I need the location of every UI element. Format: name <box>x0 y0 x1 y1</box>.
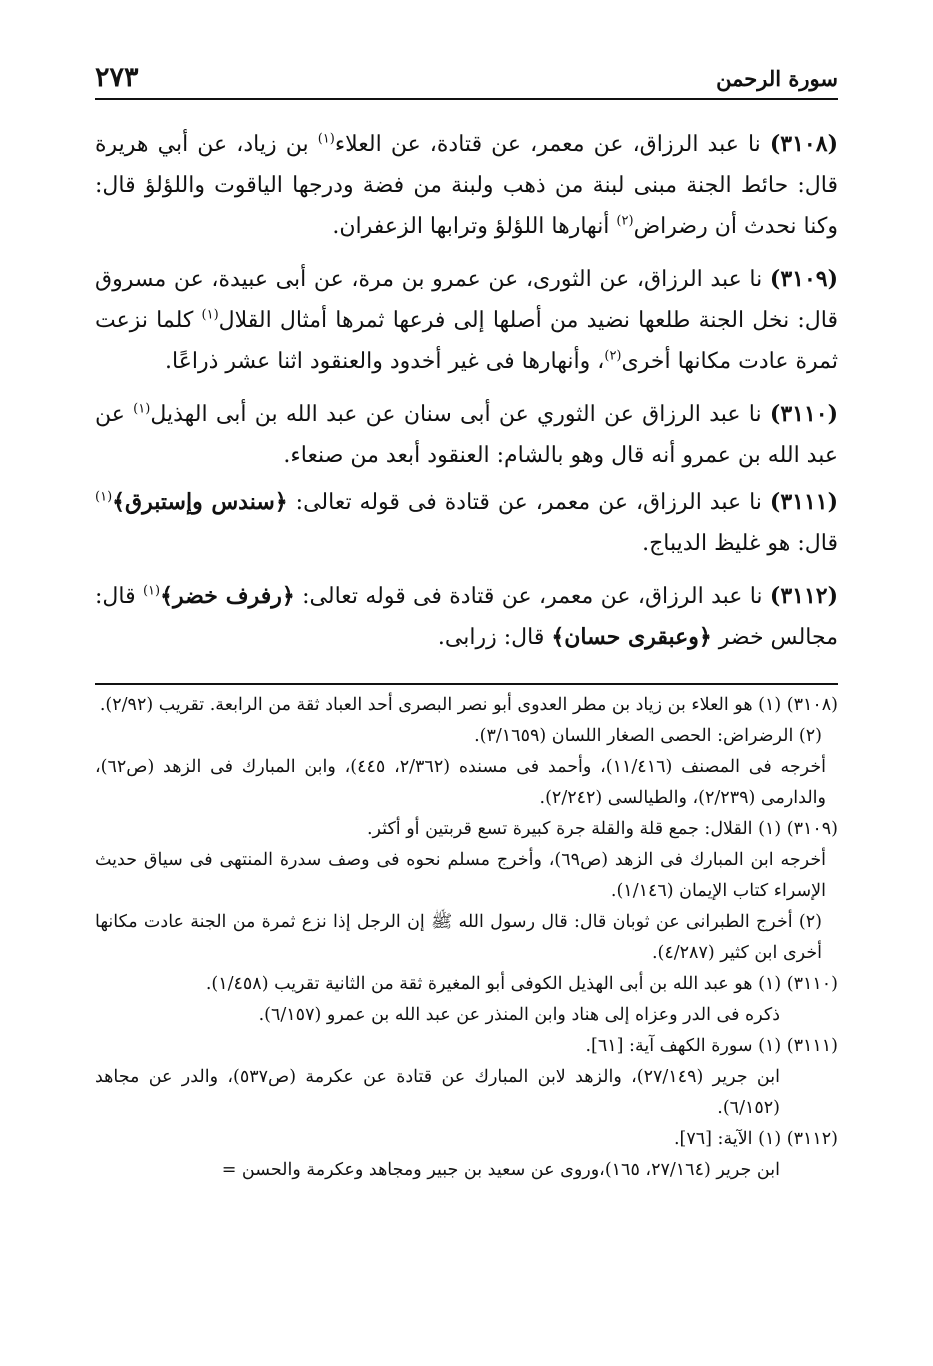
page-header <box>95 58 838 100</box>
footnote-ref: (١) <box>133 401 151 417</box>
narration-text: نا عبد الرزاق عن الثوري عن أبى سنان عن عبد الله بن أبى الهذيل <box>150 402 770 427</box>
narration-text: قال: مجالس خضر <box>95 584 838 650</box>
narration-3110 <box>95 394 838 476</box>
footnote-item: (٣١٠٨) (١) هو العلاء بن زياد بن مطر العدوى أبو نصر البصرى أحد العباد ثقة من الرابعة. تقريب (٢/٩٢). <box>99 695 838 715</box>
narration-number: (٣١١٠) <box>769 401 839 427</box>
main-text <box>95 124 838 670</box>
narration-text: نا عبد الرزاق، عن الثورى، عن عمرو بن مرة، عن أبى عبيدة، عن مسروق قال: نخل الجنة طلعها نضيد من أصلها إلى فرعها ثمرها أمثال القلال <box>95 267 838 333</box>
narration-3109 <box>95 259 838 382</box>
narration-number: (٣١٠٨) <box>769 131 838 157</box>
narration-3108 <box>95 124 838 247</box>
footnote-item: (٣١٠٩) (١) القلال: جمع قلة والقلة جرة كبيرة تسع قربتين أو أكثر. <box>366 819 838 839</box>
narration-3111 <box>95 482 838 564</box>
narration-number: (٣١٠٩) <box>769 266 838 292</box>
footnote-item: (٢) أخرج الطبرانى عن ثوبان قال: قال رسول الله ﷺ إن الرجل إذا نزع ثمرة من الجنة عادت مكانها أخرى ابن كثير (٤/٢٨٧). <box>95 912 822 963</box>
footnote-divider <box>95 683 838 685</box>
footnote-item: ذكره فى الدر وعزاه إلى هناد وابن المنذر عن عبد الله بن عمرو (٦/١٥٧). <box>258 1005 780 1025</box>
narration-text: بن زياد، عن أبي هريرة قال: حائط الجنة مبنى لبنة من ذهب ولبنة من فضة ودرجها الياقوت واللؤلؤ قال: وكنا نحدث أن رضراض <box>95 132 838 239</box>
footnote-item: أخرجه ابن المبارك فى الزهد (ص٦٩)، وأخرج مسلم نحوه فى وصف سدرة المنتهى فى سياق حديث الإسراء كتاب الإيمان (١/١٤٦). <box>95 850 826 901</box>
footnotes <box>95 690 838 1186</box>
footnote-ref: (١) <box>317 131 335 147</box>
narration-number: (٣١١١) <box>769 489 838 515</box>
footnote-ref: (١) <box>142 583 161 599</box>
page-number: ٢٧٣ <box>95 62 139 93</box>
narration-text: قال: هو غليظ الديباج. <box>642 531 838 556</box>
narration-text: عن عبد الله بن عمرو أنه قال وهو بالشام: العنقود أبعد من صنعاء. <box>95 402 838 468</box>
footnote-item: ابن جرير (٢٧/١٦٤، ١٦٥)،وروى عن سعيد بن جبير ومجاهد وعكرمة والحسن = <box>221 1160 780 1180</box>
footnote-item: (٣١١٠) (١) هو عبد الله بن أبى الهذيل الكوفى أبو المغيرة ثقة من الثانية تقريب (١/٤٥٨). <box>205 974 838 994</box>
narration-number: (٣١١٢) <box>769 583 838 609</box>
narration-text: نا عبد الرزاق، عن معمر، عن قتادة، عن العلاء <box>334 132 770 157</box>
narration-text: ، وأنهارها فى غير أخدود والعنقود اثنا عشر ذراعًا. <box>165 349 605 374</box>
quran-quote: ﴿رفرف خضر﴾ <box>160 583 295 609</box>
narration-text: أنهارها اللؤلؤ وترابها الزعفران. <box>332 214 617 239</box>
narration-text: قال: زرابى. <box>437 625 552 650</box>
footnote-ref: (١) <box>95 489 113 505</box>
footnote-item: (٢) الرضراض: الحصى الصغار اللسان (٣/١٦٥٩). <box>474 726 822 746</box>
sura-title: سورة الرحمن <box>716 66 838 91</box>
footnote-ref: (٢) <box>604 348 622 364</box>
footnote-ref: (١) <box>201 307 219 323</box>
narration-text: كلما نزعت ثمرة عادت مكانها أخرى <box>95 308 838 374</box>
footnote-item: ابن جرير (٢٧/١٤٩)، والزهد لابن المبارك عن قتادة عن عكرمة (ص٥٣٧)، والدر عن مجاهد (٦/١٥٢). <box>95 1067 780 1118</box>
quran-quote: ﴿وعبقرى حسان﴾ <box>551 624 712 650</box>
narration-3112 <box>95 576 838 658</box>
footnote-item: (٣١١٢) (١) الآية: [٧٦]. <box>673 1129 838 1149</box>
narration-text: نا عبد الرزاق، عن معمر، عن قتادة فى قوله تعالى: <box>287 490 770 515</box>
footnote-item: أخرجه فى المصنف (١١/٤١٦)، وأحمد فى مسنده (٢/٣٦٢، ٤٤٥)، وابن المبارك فى الزهد (ص٦٢)، والدارمى (٢/٢٣٩)، والطيالسى (٢/٢٤٢). <box>95 757 827 808</box>
footnote-item: (٣١١١) (١) سورة الكهف آية: [٦١]. <box>585 1036 838 1056</box>
quran-quote: ﴿سندس وإستبرق﴾ <box>112 489 288 515</box>
narration-text: نا عبد الرزاق، عن معمر، عن قتادة فى قوله تعالى: <box>294 584 770 609</box>
footnote-ref: (٢) <box>616 213 634 229</box>
